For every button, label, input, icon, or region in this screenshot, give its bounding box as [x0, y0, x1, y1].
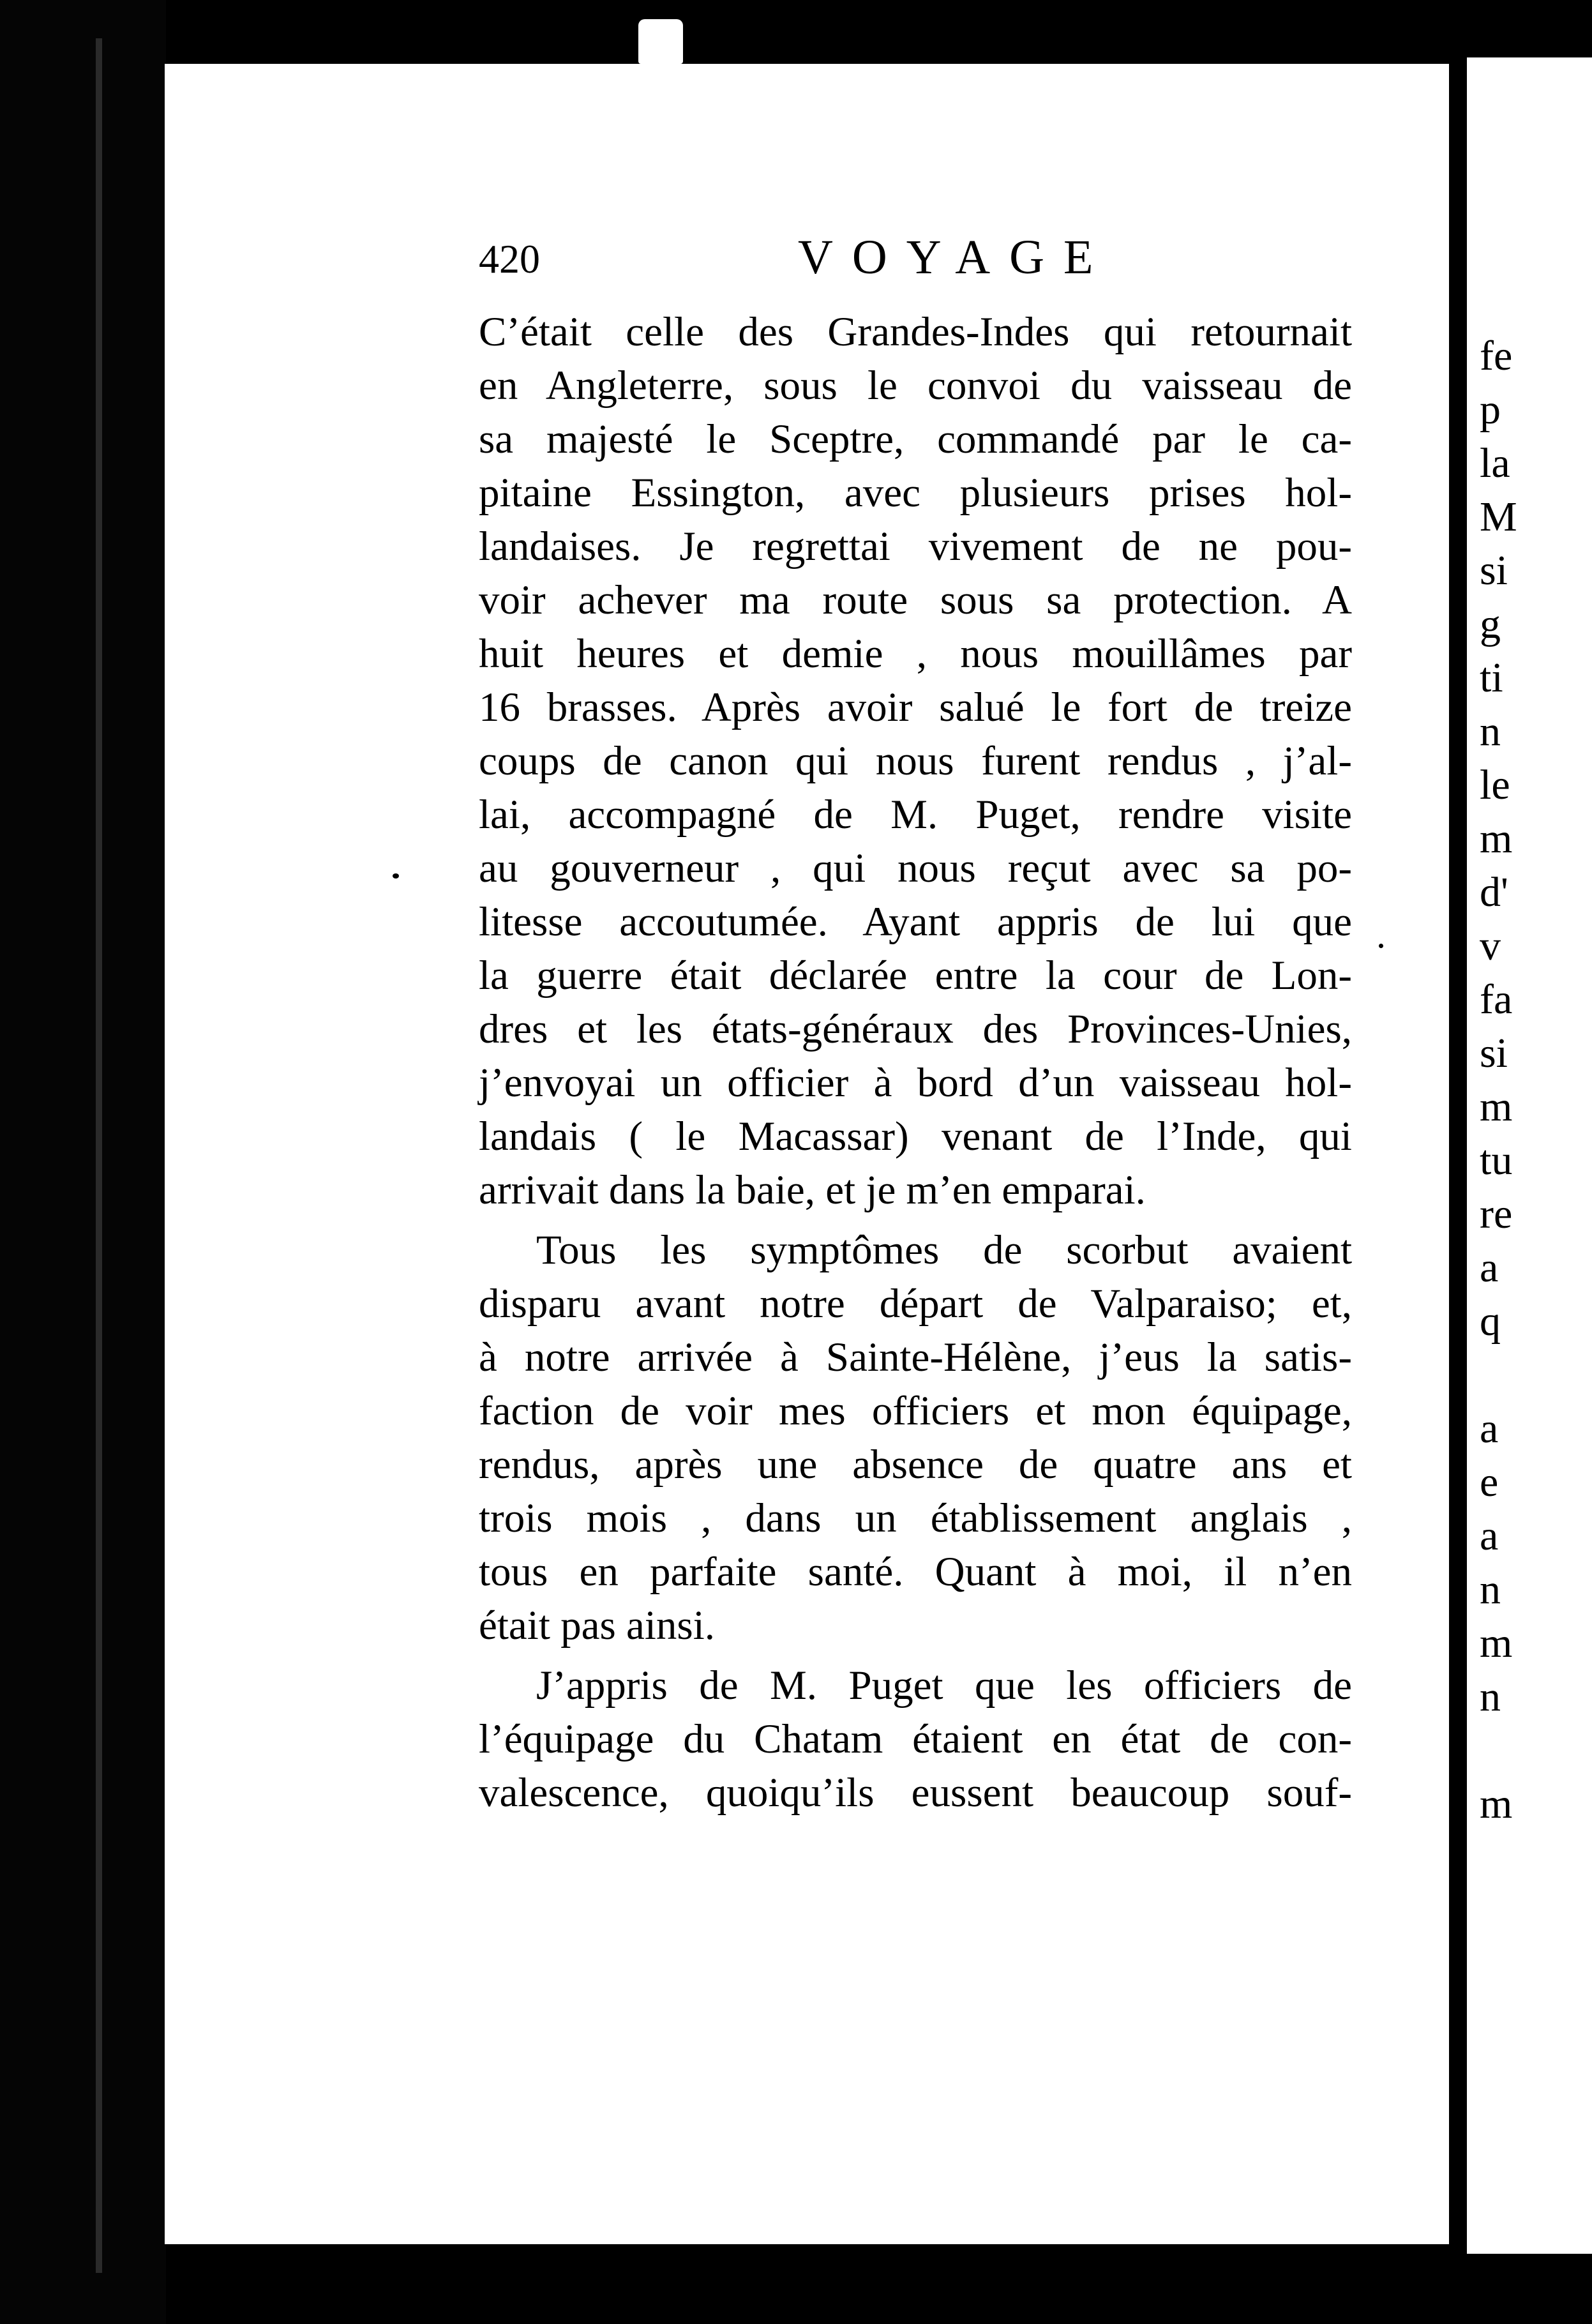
facing-page-text: [1480, 329, 1517, 1831]
facing-page-fragment: m: [1480, 1620, 1513, 1666]
facing-page-fragment: le: [1480, 762, 1510, 808]
facing-page-fragment: ti: [1480, 654, 1503, 701]
text-line: lai, accompagné de M. Puget, rendre visite: [479, 792, 1352, 838]
text-line: j’envoyai un officier à bord d’un vaisseau hol-: [479, 1060, 1352, 1106]
facing-page-fragment: g: [1480, 601, 1501, 647]
facing-page-fragment: n: [1480, 1566, 1501, 1613]
text-line: arrivait dans la baie, et je m’en emparai.: [479, 1167, 1146, 1213]
text-line: à notre arrivée à Sainte-Hélène, j’eus la satis-: [479, 1334, 1352, 1380]
margin-speck: [1379, 944, 1383, 948]
text-line: sa majesté le Sceptre, commandé par le ca-: [479, 416, 1352, 462]
text-line: l’équipage du Chatam étaient en état de con-: [479, 1716, 1352, 1762]
text-line: rendus, après une absence de quatre ans et: [479, 1442, 1352, 1488]
text-line: dres et les états-généraux des Provinces-Unies,: [479, 1006, 1352, 1052]
facing-page-fragment: a: [1480, 1405, 1499, 1452]
book-binding-shadow: [0, 0, 166, 2324]
facing-page-fragment: d': [1480, 869, 1508, 916]
facing-page-fragment: tu: [1480, 1137, 1513, 1184]
text-line: Tous les symptômes de scorbut avaient: [536, 1227, 1352, 1273]
facing-page-fragment: re: [1480, 1191, 1513, 1237]
text-line: en Angleterre, sous le convoi du vaisseau de: [479, 363, 1352, 409]
facing-page-fragment: la: [1480, 440, 1510, 487]
facing-page-fragment: p: [1480, 386, 1501, 433]
text-line: disparu avant notre départ de Valparaiso; et,: [479, 1281, 1352, 1327]
facing-page-fragment: a: [1480, 1513, 1499, 1559]
facing-page: [1467, 57, 1592, 2254]
body-text: [479, 305, 1352, 1820]
text-line: tous en parfaite santé. Quant à moi, il n’en: [479, 1549, 1352, 1595]
text-line: au gouverneur , qui nous reçut avec sa po-: [479, 845, 1352, 891]
text-line: litesse accoutumée. Ayant appris de lui que: [479, 899, 1352, 945]
facing-page-fragment: n: [1480, 1673, 1501, 1720]
facing-page-fragment: n: [1480, 708, 1501, 755]
page-header: [479, 229, 1113, 292]
facing-page-fragment: M: [1480, 494, 1517, 540]
facing-page-fragment: si: [1480, 1030, 1508, 1076]
facing-page-fragment: v: [1480, 923, 1501, 969]
facing-page-fragment: [1480, 1348, 1517, 1402]
text-line: trois mois , dans un établissement anglais ,: [479, 1495, 1352, 1541]
text-line: C’était celle des Grandes-Indes qui retournait: [479, 309, 1352, 355]
page-number: 420: [479, 236, 540, 282]
facing-page-fragment: q: [1480, 1298, 1501, 1345]
facing-page-fragment: m: [1480, 1781, 1513, 1827]
facing-page-fragment: si: [1480, 547, 1508, 594]
paragraph-gap: [479, 1217, 1352, 1223]
facing-page-fragment: m: [1480, 1083, 1513, 1130]
text-line: faction de voir mes officiers et mon équipage,: [479, 1388, 1352, 1434]
text-line: était pas ainsi.: [479, 1603, 716, 1649]
paragraph-gap: [479, 1652, 1352, 1659]
facing-page-fragment: fa: [1480, 976, 1513, 1023]
facing-page-fragment: e: [1480, 1459, 1499, 1505]
facing-page-fragment: fe: [1480, 333, 1513, 379]
page-tab: [638, 19, 683, 64]
running-head: VOYAGE: [798, 230, 1113, 284]
facing-page-fragment: a: [1480, 1244, 1499, 1291]
text-line: coups de canon qui nous furent rendus , j’al-: [479, 738, 1352, 784]
text-line: valescence, quoiqu’ils eussent beaucoup souf-: [479, 1770, 1352, 1816]
binding-edge: [96, 38, 102, 2273]
facing-page-fragment: [1480, 1724, 1517, 1777]
text-line: la guerre était déclarée entre la cour de Lon-: [479, 953, 1352, 999]
facing-page-fragment: m: [1480, 815, 1513, 862]
text-line: landais ( le Macassar) venant de l’Inde, qui: [479, 1113, 1352, 1159]
text-line: pitaine Essington, avec plusieurs prises hol-: [479, 470, 1352, 516]
margin-speck: [393, 873, 399, 879]
text-line: 16 brasses. Après avoir salué le fort de treize: [479, 684, 1352, 730]
text-line: landaises. Je regrettai vivement de ne pou-: [479, 524, 1352, 570]
text-line: huit heures et demie , nous mouillâmes par: [479, 631, 1352, 677]
text-line: voir achever ma route sous sa protection. A: [479, 577, 1352, 623]
text-line: J’appris de M. Puget que les officiers de: [536, 1663, 1352, 1709]
